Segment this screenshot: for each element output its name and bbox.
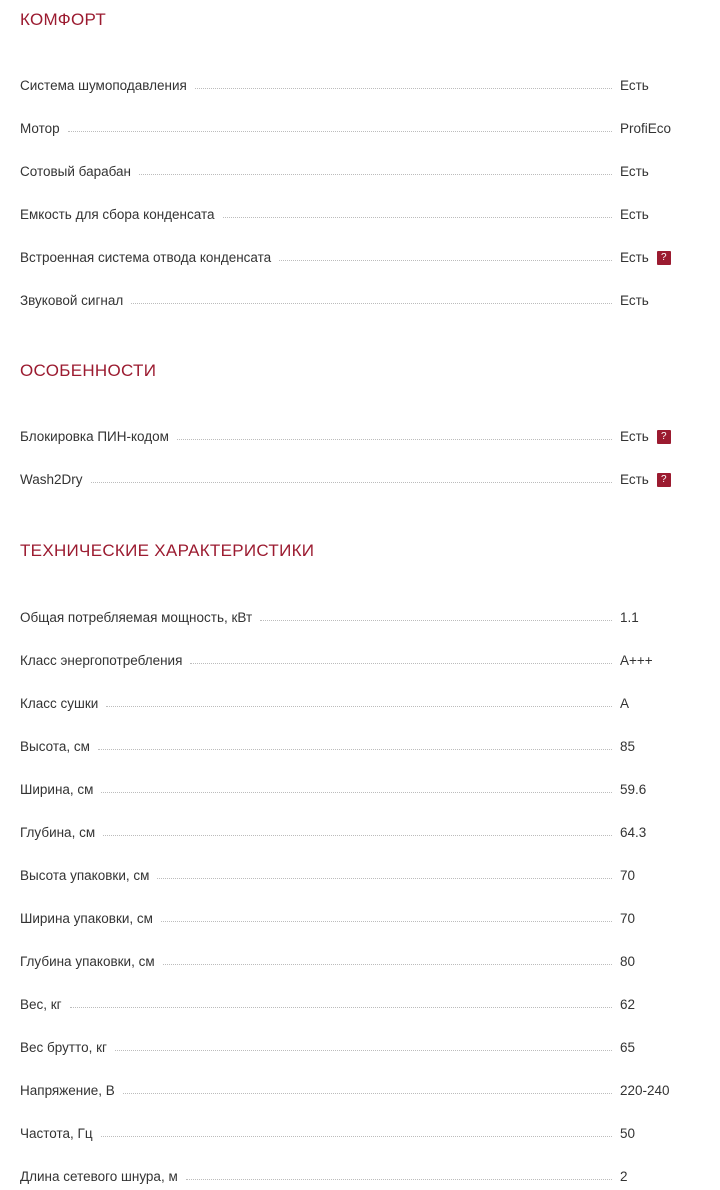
spec-value-wrap <box>620 164 700 185</box>
spec-value-wrap <box>620 610 700 631</box>
spec-value: 2 <box>620 1169 628 1184</box>
spec-label: Блокировка ПИН-кодом <box>20 429 169 444</box>
spec-value: Есть <box>620 207 649 222</box>
spec-label: Вес брутто, кг <box>20 1040 107 1055</box>
dot-leader <box>98 748 612 750</box>
help-icon[interactable]: ? <box>657 430 671 444</box>
spec-row <box>20 450 700 493</box>
dot-leader <box>103 834 612 836</box>
dot-leader <box>157 877 612 879</box>
spec-value: Есть <box>620 472 649 487</box>
dot-leader <box>186 1178 612 1180</box>
spec-value: Есть <box>620 250 649 265</box>
spec-row <box>20 674 700 717</box>
spec-row <box>20 717 700 760</box>
spec-value: ProfiEco <box>620 121 672 136</box>
spec-row <box>20 142 700 185</box>
spec-row <box>20 846 700 889</box>
spec-label: Глубина упаковки, см <box>20 954 155 969</box>
spec-value-wrap <box>620 739 700 760</box>
spec-value-wrap <box>620 250 700 271</box>
spec-label: Частота, Гц <box>20 1126 93 1141</box>
spec-row <box>20 803 700 846</box>
spec-value: 64.3 <box>620 825 647 840</box>
spec-row <box>20 185 700 228</box>
spec-row <box>20 1147 700 1190</box>
spec-value-wrap <box>620 997 700 1018</box>
spec-value: 1.1 <box>620 610 639 625</box>
spec-label: Высота упаковки, см <box>20 868 150 883</box>
spec-value-wrap <box>620 78 700 99</box>
spec-label: Встроенная система отвода конденсата <box>20 250 272 265</box>
section-comfort <box>20 0 700 314</box>
spec-value: 85 <box>620 739 636 754</box>
spec-value: Есть <box>620 78 649 93</box>
spec-value-wrap <box>620 121 700 142</box>
spec-row <box>20 271 700 314</box>
spec-value: 50 <box>620 1126 636 1141</box>
spec-list-technical <box>20 588 700 1190</box>
spec-value: 70 <box>620 911 636 926</box>
spec-row <box>20 975 700 1018</box>
spec-label: Система шумоподавления <box>20 78 187 93</box>
dot-leader <box>131 302 612 304</box>
dot-leader <box>161 920 612 922</box>
dot-leader <box>177 438 612 440</box>
spec-row <box>20 1061 700 1104</box>
spec-label: Wash2Dry <box>20 472 83 487</box>
spec-value: 59.6 <box>620 782 647 797</box>
spec-row <box>20 1018 700 1061</box>
spec-value-wrap <box>620 653 700 674</box>
dot-leader <box>139 173 612 175</box>
spec-value: 80 <box>620 954 636 969</box>
dot-leader <box>195 87 612 89</box>
dot-leader <box>91 481 612 483</box>
spec-label: Звуковой сигнал <box>20 293 124 308</box>
spec-value-wrap <box>620 429 700 450</box>
spec-value-wrap <box>620 825 700 846</box>
spec-value: Есть <box>620 293 649 308</box>
section-technical-specs <box>20 493 700 1190</box>
dot-leader <box>260 619 612 621</box>
spec-list-features <box>20 407 700 493</box>
spec-label: Мотор <box>20 121 60 136</box>
spec-value: Есть <box>620 429 649 444</box>
spec-label: Напряжение, В <box>20 1083 115 1098</box>
section-title-technical-specs: ТЕХНИЧЕСКИЕ ХАРАКТЕРИСТИКИ <box>20 541 315 560</box>
spec-row <box>20 228 700 271</box>
spec-label: Высота, см <box>20 739 90 754</box>
spec-value-wrap <box>620 1083 700 1104</box>
spec-value-wrap <box>620 911 700 932</box>
spec-row <box>20 932 700 975</box>
dot-leader <box>101 791 612 793</box>
spec-value: A+++ <box>620 653 653 668</box>
spec-value-wrap <box>620 1040 700 1061</box>
spec-label: Общая потребляемая мощность, кВт <box>20 610 253 625</box>
spec-label: Вес, кг <box>20 997 62 1012</box>
spec-row <box>20 407 700 450</box>
spec-value-wrap <box>620 472 700 493</box>
spec-row <box>20 99 700 142</box>
dot-leader <box>68 130 612 132</box>
spec-value-wrap <box>620 1126 700 1147</box>
dot-leader <box>190 662 612 664</box>
spec-label: Ширина упаковки, см <box>20 911 153 926</box>
spec-row <box>20 1104 700 1147</box>
dot-leader <box>163 963 612 965</box>
spec-row <box>20 760 700 803</box>
dot-leader <box>106 705 612 707</box>
spec-label: Сотовый барабан <box>20 164 131 179</box>
spec-value: A <box>620 696 630 711</box>
spec-label: Ширина, см <box>20 782 94 797</box>
dot-leader <box>223 216 612 218</box>
help-icon[interactable]: ? <box>657 251 671 265</box>
spec-value-wrap <box>620 293 700 314</box>
dot-leader <box>70 1006 612 1008</box>
spec-label: Глубина, см <box>20 825 96 840</box>
spec-value: 65 <box>620 1040 636 1055</box>
spec-value-wrap <box>620 696 700 717</box>
spec-label: Длина сетевого шнура, м <box>20 1169 178 1184</box>
spec-value-wrap <box>620 207 700 228</box>
dot-leader <box>123 1092 612 1094</box>
spec-list-comfort <box>20 56 700 314</box>
dot-leader <box>279 259 612 261</box>
spec-value: 70 <box>620 868 636 883</box>
spec-value-wrap <box>620 868 700 889</box>
section-title-features: ОСОБЕННОСТИ <box>20 361 157 380</box>
spec-value-wrap <box>620 1169 700 1190</box>
spec-value: 62 <box>620 997 636 1012</box>
dot-leader <box>101 1135 612 1137</box>
spec-value: Есть <box>620 164 649 179</box>
spec-row <box>20 631 700 674</box>
spec-label: Класс энергопотребления <box>20 653 183 668</box>
section-features <box>20 314 700 493</box>
help-icon[interactable]: ? <box>657 473 671 487</box>
dot-leader <box>115 1049 612 1051</box>
spec-value: 220-240 <box>620 1083 670 1098</box>
spec-row <box>20 588 700 631</box>
section-title-comfort: КОМФОРТ <box>20 10 107 29</box>
spec-value-wrap <box>620 782 700 803</box>
spec-row <box>20 56 700 99</box>
spec-label: Класс сушки <box>20 696 99 711</box>
spec-label: Емкость для сбора конденсата <box>20 207 215 222</box>
spec-row <box>20 889 700 932</box>
spec-value-wrap <box>620 954 700 975</box>
